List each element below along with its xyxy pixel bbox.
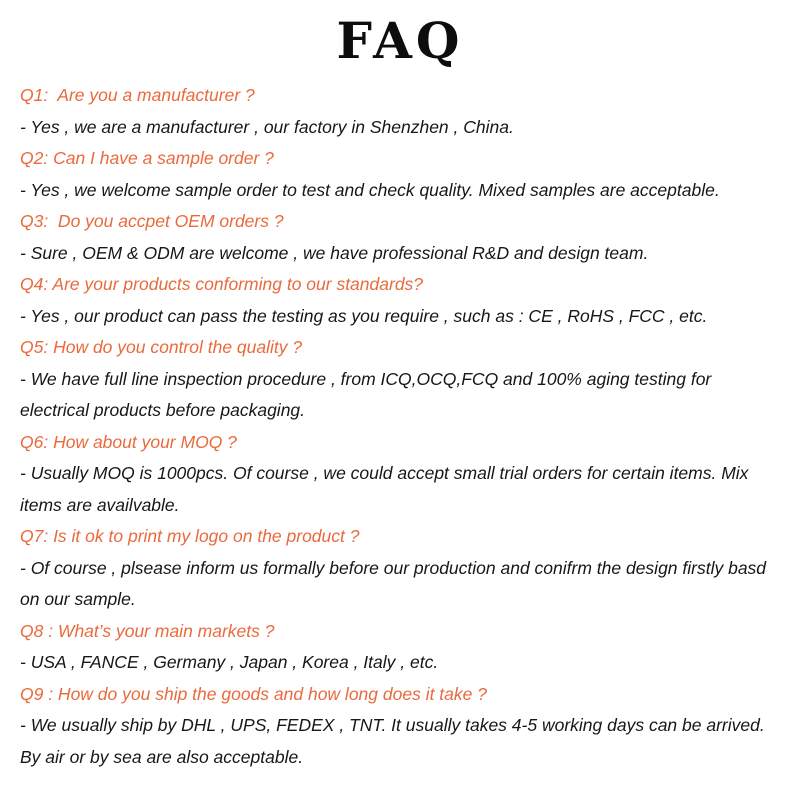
faq-question: Q8 : What’s your main markets ?: [20, 620, 275, 641]
faq-question: Q9 : How do you ship the goods and how long does it take ?: [20, 683, 487, 704]
faq-answer: - Yes , our product can pass the testing as you require , such as : CE , RoHS , FCC , etc.: [20, 305, 708, 326]
faq-item: [0, 269, 800, 332]
faq-question: Q4: Are your products conforming to our standards?: [20, 274, 424, 294]
faq-item: [0, 206, 800, 269]
faq-question: Q2: Can I have a sample order ?: [20, 148, 274, 168]
faq-answer: - Of course , plsease inform us formally before our production and conifrm the design firstly basd on our sample.: [20, 557, 771, 609]
page-title: FAQ: [336, 11, 464, 70]
faq-question: Q6: How about your MOQ ?: [20, 431, 237, 452]
faq-question: Q7: Is it ok to print my logo on the product ?: [20, 526, 360, 546]
faq-item: [0, 679, 800, 774]
faq-answer: - Yes , we welcome sample order to test and check quality. Mixed samples are acceptable.: [20, 179, 720, 200]
faq-item: [0, 616, 800, 679]
faq-list: [0, 80, 800, 773]
faq-item: [0, 521, 800, 616]
faq-question: Q3: Do you accpet OEM orders ?: [20, 211, 284, 231]
faq-question: Q5: How do you control the quality ?: [20, 337, 303, 357]
faq-answer: - Yes , we are a manufacturer , our factory in Shenzhen , China.: [20, 116, 514, 137]
faq-answer: - Usually MOQ is 1000pcs. Of course , we could accept small trial orders for certain items. Mix items are availvable.: [20, 463, 754, 515]
faq-answer: - We have full line inspection procedure , from ICQ,OCQ,FCQ and 100% aging testing for electrical products before packaging.: [20, 368, 717, 420]
faq-answer: - Sure , OEM & ODM are welcome , we have professional R&D and design team.: [20, 242, 649, 263]
faq-item: [0, 80, 800, 143]
faq-item: [0, 143, 800, 206]
faq-answer: - We usually ship by DHL , UPS, FEDEX , TNT. It usually takes 4-5 working days can be arrived. By air or by sea are also acceptable.: [20, 715, 770, 767]
faq-item: [0, 427, 800, 522]
faq-answer: - USA , FANCE , Germany , Japan , Korea , Italy , etc.: [20, 652, 439, 672]
faq-question: Q1: Are you a manufacturer ?: [20, 85, 255, 105]
faq-item: [0, 332, 800, 427]
